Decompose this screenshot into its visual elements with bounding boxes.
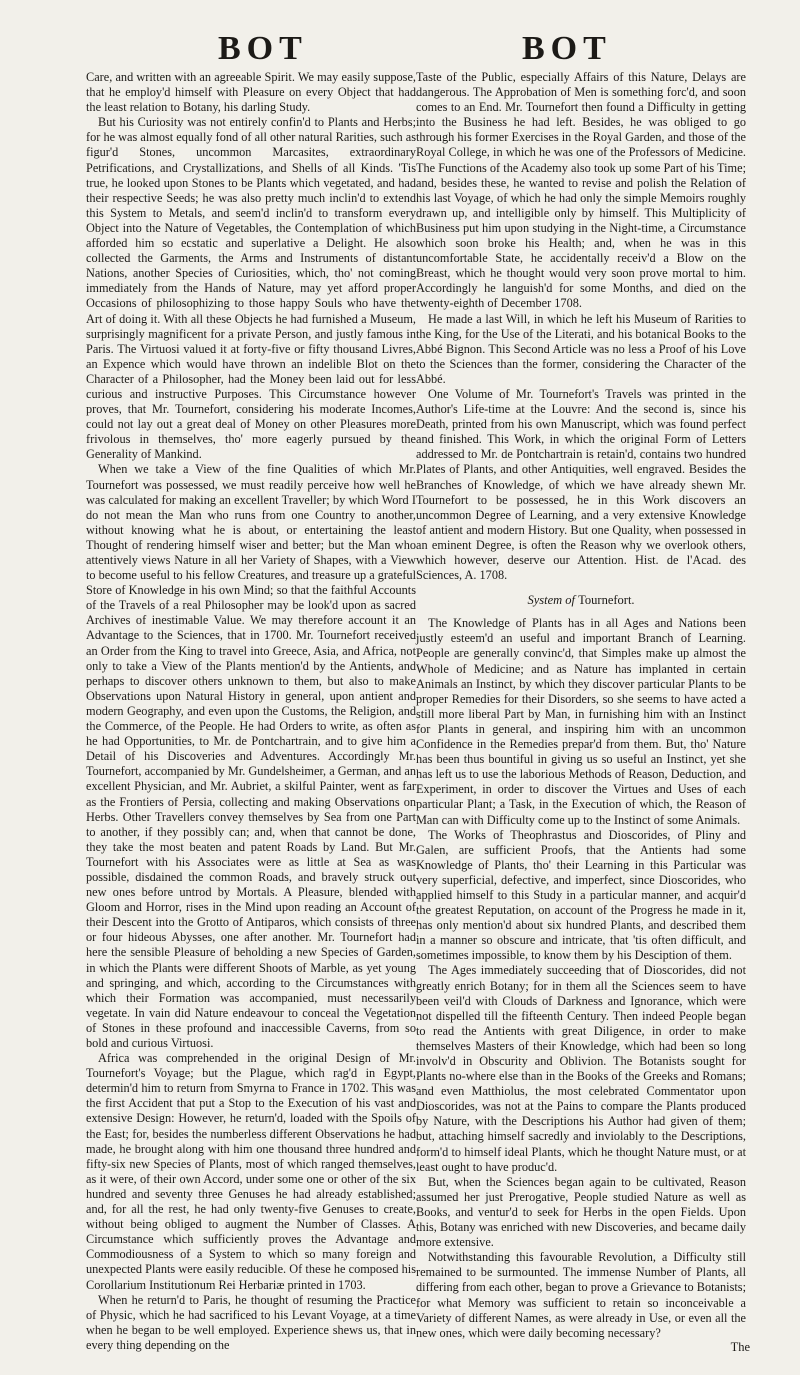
catchword: The <box>730 1340 750 1354</box>
paragraph: Notwithstanding this favourable Revolution, a Difficulty still remained to be surmounted. The immense Number of Plants, all differing from each other, began to prove a Grievance to Botanists; for what Memory was sufficient to retain so inconceivable a Variety of different Names, as were already in Use, or even all the new ones, which were daily becoming necessary? <box>416 1250 746 1340</box>
paragraph: When we take a View of the fine Qualities of which Mr. Tournefort was possessed, we must readily perceive how well he was calculated for making an excellent Traveller; by which Word I do not mean the Man who runs from one Country to another, without knowing what he is about, or entertaining the least Thought of rendering himself wiser and better; but the Man who attentively views Nature in all her Variety of Shapes, with a View to become useful to his fellow Creatures, and treasure up a grateful Store of Knowledge in his own Mind; so that the faithful Accounts of the Travels of a real Philosopher may be look'd upon as sacred Archives of inestimable Value. We may therefore account it an Advantage to the Sciences, that in 1700. Mr. Tournefort received an Order from the King to travel into Greece, Asia, and Africa, not only to take a View of the Plants mention'd by the Antients, and perhaps to discover others unknown to them, but also to make Observations upon Natural History in general, upon antient and modern Geography, and even upon the Customs, the Religion, and the Commerce, of the People. He had Orders to write, as often as he had Opportunities, to Mr. de Pontchartrain, and to give him a Detail of his Discoveries and Adventures. Accordingly Mr. Tournefort, accompanied by Mr. Gundelsheimer, a German, and an excellent Physician, and Mr. Aubriet, a skilful Painter, went as far as the Frontiers of Persia, collecting and making Observations on Herbs. Other Travellers convey themselves by Sea from one Part to another, if they possibly can; and, when that cannot be done, they take the most beaten and patent Roads by Land. But Mr. Tournefort with his Associates were as little at Sea as was possible, disdained the common Roads, and bravely struck out new ones before untrod by Mortals. A Pleasure, blended with Gloom and Horror, rises in the Mind upon reading an Account of their Descent into the Grotto of Antiparos, which consists of three or four hideous Abysses, one after another. Mr. Tournefort had here the sensible Pleasure of beholding a new Species of Garden, in which the Plants were different Shoots of Marble, as yet young and springing, and which, according to the Circumstances with which their Formation was accompanied, must necessarily vegetate. In vain did Nature endeavour to conceal the Vegetation of Stones in these profound and inaccessible Caverns, from so bold and curious Virtuosi. <box>86 462 416 1050</box>
left-column <box>86 70 416 1353</box>
paragraph: But his Curiosity was not entirely confin'd to Plants and Herbs; for he was almost equally fond of all other natural Rarities, such as figur'd Stones, uncommon Marcasites, extraordinary Petrifications, and Crystallizations, and Shells of all Kinds. 'Tis true, he looked upon Stones to be Plants which vegetated, and had their respective Seeds; he was also pretty much inclin'd to extend this System to Metals, and seem'd inclin'd to transform every Object into the Nature of Vegetables, the Contemplation of which afforded him so ecstatic and superlative a Delight. He also collected the Garments, the Arms and Instruments of distant Nations, another Species of Curiosities, which, tho' not coming immediately from the Hands of Nature, may yet afford proper Occasions of philosophizing to those happy Souls who have the Art of doing it. With all these Objects he had furnished a Museum, surprisingly magnificent for a private Person, and justly famous in Paris. The Virtuosi valued it at forty-five or fifty thousand Livres, an Expence which would have thrown an indelible Blot on the Character of a Philosopher, had the Money been laid out for less curious and instructive Purposes. This Circumstance however proves, that Mr. Tournefort, considering his moderate Incomes, could not lay out a great deal of Money on other Pleasures more frivolous in themselves, tho' more eagerly pursued by the Generality of Mankind. <box>86 115 416 462</box>
paragraph: Africa was comprehended in the original Design of Mr. Tournefort's Voyage; but the Plague, which rag'd in Egypt, determin'd him to return from Smyrna to France in 1702. This was the first Accident that put a Stop to the Execution of his vast and extensive Design: However, he return'd, loaded with the Spoils of the East; for, besides the numberless different Observations he had made, he brought along with him one thousand three hundred and fifty-six new Species of Plants, most of which ranged themselves, as it were, of their own Accord, under some one or other of the six hundred and seventy three Genuses he had already established; and, for all the rest, he had only twenty-five Genuses to create, without being obliged to augment the Number of Classes. A Circumstance which sufficiently proves the Advantage and Commodiousness of a System to which so many foreign and unexpected Plants were easily reducible. Of these he composed his Corollarium Institutionum Rei Herbariæ printed in 1703. <box>86 1051 416 1292</box>
paragraph: One Volume of Mr. Tournefort's Travels was printed in the Author's Life-time at the Louvre: And the second is, since his Death, printed from his own Manuscript, which was found perfect and finished. This Work, in which the original Form of Letters addressed to Mr. de Pontchartrain is retain'd, contains two hundred Plates of Plants, and other Antiquities, well engraved. Besides the Branches of Knowledge, of which we have already shewn Mr. Tournefort to be possessed, he in this Work discovers an uncommon Degree of Learning, and a very extensive Knowledge of antient and modern History. But one Quality, when possessed in an eminent Degree, is often the Reason why we overlook others, which however, deserve our Attention. Hist. de l'Acad. des Sciences, A. 1708. <box>416 386 746 583</box>
paragraph: When he return'd to Paris, he thought of resuming the Practice of Physic, which he had sacrificed to his Levant Voyage, at a time when he began to be well employed. Experience shews us, that in every thing depending on the <box>86 1292 416 1352</box>
paragraph: Taste of the Public, especially Affairs of this Nature, Delays are dangerous. The Approbation of Men is something forc'd, and soon comes to an End. Mr. Tournefort then found a Difficulty in getting into the Business he had left. Besides, he was obliged to go through his former Exercises in the Royal Garden, and those of the Royal College, in which he was one of the Professors of Medicine. The Functions of the Academy also took up some Part of his Time; and, besides these, he wanted to revise and polish the Relation of his last Voyage, of which he had only the simple Memoirs roughly drawn up, and intelligible only by himself. This Multiplicity of Business put him upon studying in the Night-time, a Circumstance which soon broke his Health; and, when he was in this uncomfortable State, he accidentally receiv'd a Blow on the Breast, which he thought would very soon prove mortal to him. Accordingly he languish'd for some Months, and died on the twenty-eighth of December 1708. <box>416 70 746 311</box>
right-column <box>416 70 746 1341</box>
paragraph: Care, and written with an agreeable Spirit. We may easily suppose, that he employ'd himself with Pleasure on every Object that had the least relation to Botany, his darling Study. <box>86 70 416 115</box>
paragraph: The Knowledge of Plants has in all Ages and Nations been justly esteem'd an useful and important Branch of Learning. People are generally convinc'd, that Simples make up almost the Whole of Medicine; and as Nature has implanted in certain Animals an Instinct, by which they discover particular Plants to be proper Remedies for their Disorders, so she seems to have acted a still more liberal Part by Man, in furnishing him with an Instinct for Plants in general, and inspiring him with an uncommon Confidence in the Remedies prepar'd from them. But, tho' Nature has been thus bountiful in giving us so useful an Instinct, yet she has left us to use the laborious Methods of Reason, Deduction, and Experiment, in order to discover the Virtues and Uses of each particular Plant; a Task, in the Execution of which, the Reason of Man can with Difficulty come up to the Instinct of some Animals. <box>416 616 746 827</box>
paragraph: But, when the Sciences began again to be cultivated, Reason assumed her just Prerogative, People studied Nature as well as Books, and ventur'd to seek for Herbs in the open Fields. Upon this, Botany was enriched with new Discoveries, and became daily more extensive. <box>416 1174 746 1250</box>
paragraph: The Works of Theophrastus and Dioscorides, of Pliny and Galen, are sufficient Proofs, that the Antients had some Knowledge of Plants, tho' their Learning in this Particular was very superficial, defective, and imperfect, since Dioscorides, who applied himself to this Study in a particular manner, and acquir'd the greatest Reputation, on account of the Progress he made in it, has only mention'd about six hundred Plants, and described them in a manner so obscure and intricate, that 'tis often difficult, and sometimes impossible, to know them by his Desciption of them. <box>416 827 746 963</box>
section-title-italic: System of <box>527 593 576 608</box>
running-head <box>0 30 800 74</box>
section-title-roman: Tournefort. <box>578 593 635 608</box>
running-head-right: BOT <box>522 30 612 67</box>
paragraph: He made a last Will, in which he left his Museum of Rarities to the King, for the Use of the Literati, and his botanical Books to the Abbé Bignon. This Second Article was no less a Proof of his Love to the Sciences than the former, considering the Character of the Abbé. <box>416 311 746 386</box>
running-head-left: BOT <box>218 30 308 67</box>
section-title <box>416 593 746 608</box>
paragraph: The Ages immediately succeeding that of Dioscorides, did not greatly enrich Botany; for in them all the Sciences seem to have been veil'd with Clouds of Darkness and Ignorance, which were not dispelled till the fifteenth Century. Then indeed People began to read the Antients with great Diligence, in order to make themselves Masters of their Knowledge, which had been so long involv'd in Obscurity and Oblivion. The Botanists sought for Plants no-where else than in the Books of the Greeks and Romans; and even Matthiolus, the most celebrated Commentator upon Dioscorides, was not at the Pains to compare the Plants produced by Nature, with the Descriptions his Author had given of them; but, attaching himself sacredly and inviolably to the Descriptions, form'd to himself ideal Plants, which he thought Nature must, or at least ought to have produc'd. <box>416 963 746 1174</box>
